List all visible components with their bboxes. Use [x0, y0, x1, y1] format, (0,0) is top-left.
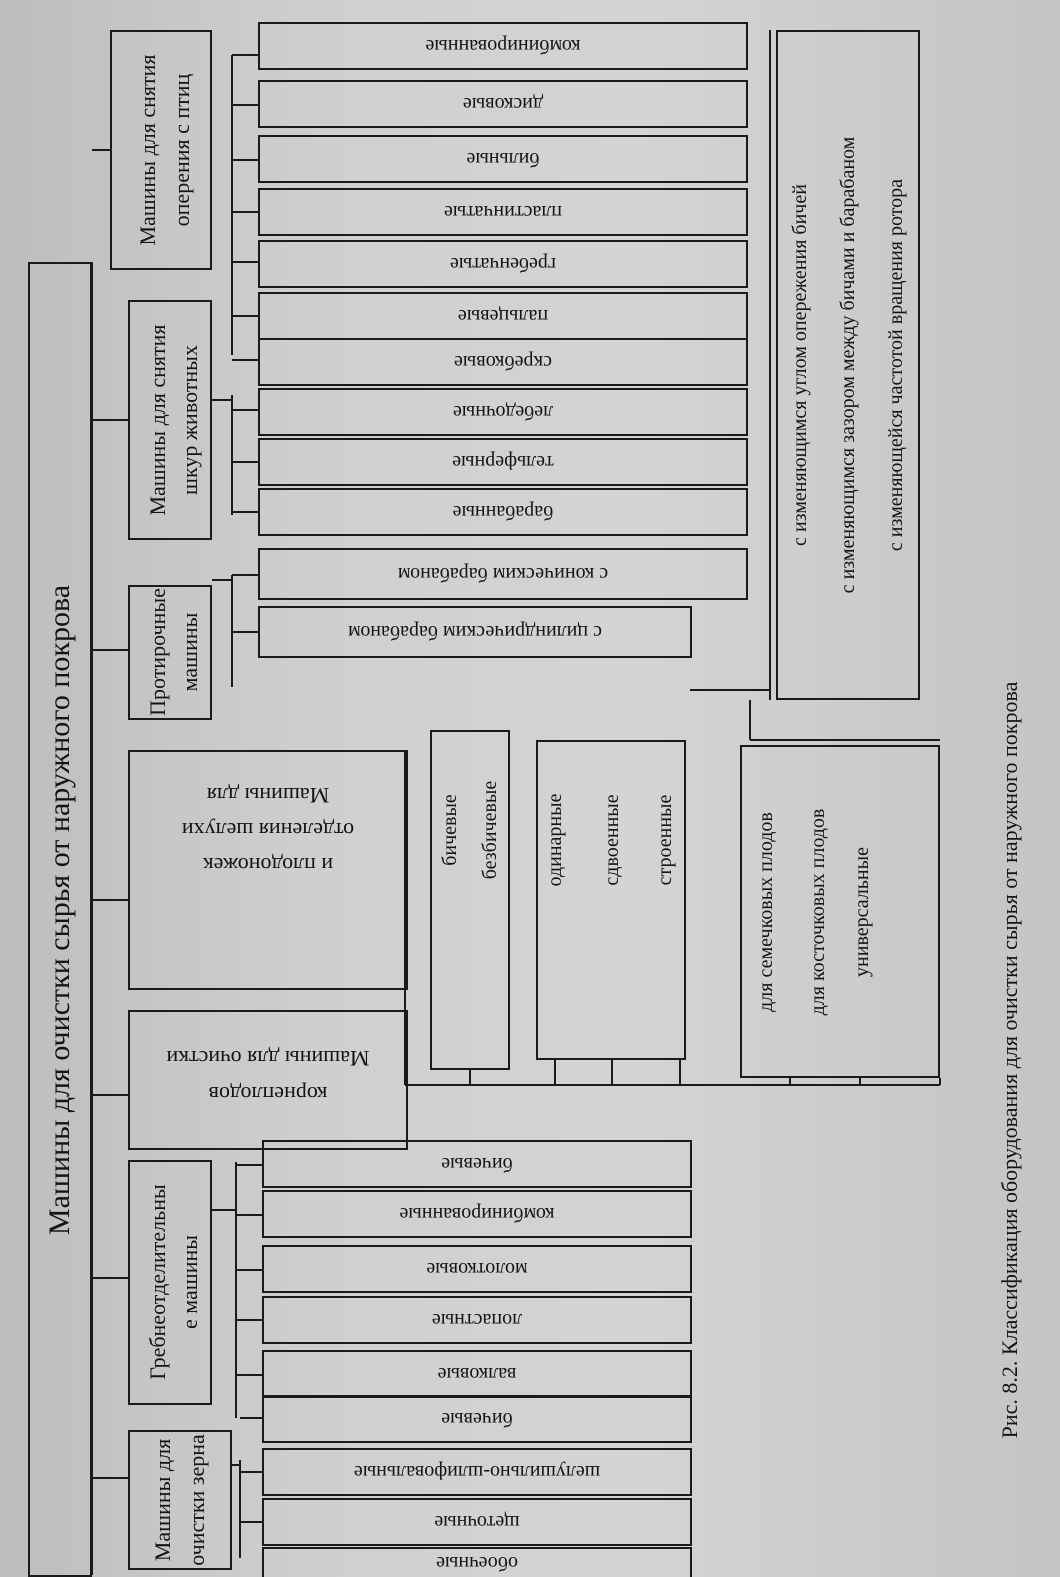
leaf-label: тельферные: [452, 451, 554, 473]
category-label-stem-1: Гребнеотделительны: [145, 1184, 170, 1380]
leaf-label: дисковые: [462, 93, 544, 115]
leaf-label: бильные: [466, 148, 540, 170]
category-label-husk-2: отделения шелухи: [181, 818, 355, 843]
category-label-wiper-2: машины: [177, 612, 202, 692]
leaf-label: гребенчатые: [449, 253, 557, 275]
leaf-label: комбинированные: [425, 35, 581, 57]
category-label-husk-3: и плодоножек: [202, 853, 334, 878]
husk-option: безбичевые: [479, 780, 501, 880]
husk-option: для косточковых плодов: [807, 808, 829, 1016]
root-label: Машины для очистки сырья от наружного покрова: [43, 584, 76, 1236]
leaf-label: шелушильно-шлифовальные: [353, 1461, 601, 1483]
leaf-label: молотковые: [426, 1258, 528, 1280]
category-label-wiper-1: Протирочные: [145, 588, 170, 716]
leaf-label: с коническим барабаном: [397, 563, 609, 585]
category-label-skins-1: Машины для снятия: [145, 324, 170, 516]
category-label-grain-1: Машины для: [150, 1438, 175, 1562]
husk-option-box: [536, 740, 686, 1060]
leaf-label: обоечные: [436, 1552, 518, 1574]
leaf-label: скребковые: [453, 351, 553, 373]
husk-option: сдвоенные: [601, 794, 623, 886]
category-box-grain: [128, 1430, 232, 1570]
category-label-birds-1: Машины для снятия: [135, 54, 160, 246]
category-label-grain-2: очистки зерна: [184, 1434, 209, 1566]
category-box-birds: [110, 30, 212, 270]
category-label-skins-2: шкур животных: [177, 345, 202, 495]
leaf-label: щеточные: [434, 1511, 520, 1533]
leaf-label: валковые: [437, 1363, 517, 1385]
husk-option: универсальные: [851, 847, 873, 977]
leaf-label: барабанные: [452, 501, 554, 523]
leaf-label: с цилиндрическим барабаном: [348, 621, 602, 643]
category-label-roots-2: корнеплодов: [208, 1082, 328, 1107]
husk-option: одинарные: [544, 793, 566, 887]
wiper-option-2: с изменяющимся зазором между бичами и барабаном: [837, 136, 859, 594]
leaf-label: лебедочные: [452, 401, 554, 423]
category-box-roots: [128, 1010, 408, 1150]
husk-option: бичевые: [439, 794, 461, 866]
leaf-label: бичевые: [441, 1408, 513, 1430]
husk-option: для семечковых плодов: [755, 812, 777, 1012]
leaf-label: пластинчатые: [443, 201, 563, 223]
leaf-label: бичевые: [441, 1153, 513, 1175]
wiper-option-3: с изменяющейся частотой вращения ротора: [885, 178, 907, 552]
category-label-stem-2: е машины: [177, 1234, 202, 1330]
category-label-birds-2: оперения с птиц: [169, 73, 194, 227]
husk-option: строенные: [654, 794, 676, 886]
category-label-roots-1: Машины для очистки: [166, 1046, 370, 1071]
leaf-label: лопастные: [431, 1309, 523, 1331]
figure-caption: Рис. 8.2. Классификация оборудования для очистки сырья от наружного покрова: [997, 681, 1022, 1439]
wiper-option-1: с изменяющимся углом опережения бичей: [789, 184, 811, 546]
category-label-husk-1: Машины для: [206, 783, 330, 808]
leaf-label: пальцевые: [457, 305, 549, 327]
leaf-label: комбинированные: [399, 1203, 555, 1225]
